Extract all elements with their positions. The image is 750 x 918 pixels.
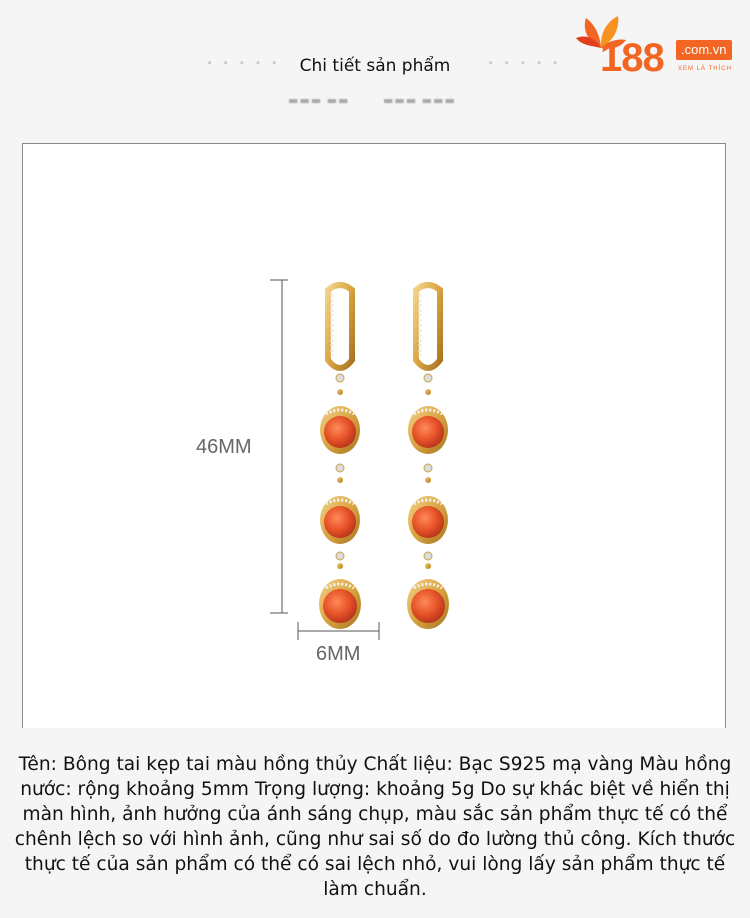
width-label: 6MM bbox=[316, 643, 361, 665]
height-label: 46MM bbox=[196, 436, 252, 458]
title-left-ornament: ◦ ◦ ◦ ◦ ◦ bbox=[207, 59, 281, 69]
title-right-ornament: ◦ ◦ ◦ ◦ ◦ bbox=[488, 59, 562, 69]
faded-subtitle-right: ▬▬▬ ▬▬▬ bbox=[383, 94, 456, 107]
section-title: Chi tiết sản phẩm bbox=[299, 56, 451, 76]
logo-number: 188 bbox=[600, 36, 664, 80]
height-dimension-line bbox=[270, 280, 288, 613]
earring-left bbox=[319, 285, 361, 629]
faded-subtitle-left: ▬▬▬ ▬▬ bbox=[288, 94, 350, 107]
logo-tagline: XEM LÀ THÍCH bbox=[678, 66, 732, 72]
logo-domain: .com.vn bbox=[676, 40, 732, 60]
earring-right bbox=[407, 285, 449, 629]
product-description: Tên: Bông tai kẹp tai màu hồng thủy Chất liệu: Bạc S925 mạ vàng Màu hồng nước: rộng khoảng 5mm Trọng lượng: khoảng 5g Do sự khác biệt về hiển thị màn hình, ảnh hưởng của ánh sáng chụp, màu sắc sản phẩm thực tế có thể chênh lệch so với hình ảnh, cũng như sai số do đo lường thủ công. Kích thước thực tế của sản phẩm có thể có sai lệch nhỏ, vui lòng lấy sản phẩm thực tế làm chuẩn. bbox=[14, 754, 736, 900]
